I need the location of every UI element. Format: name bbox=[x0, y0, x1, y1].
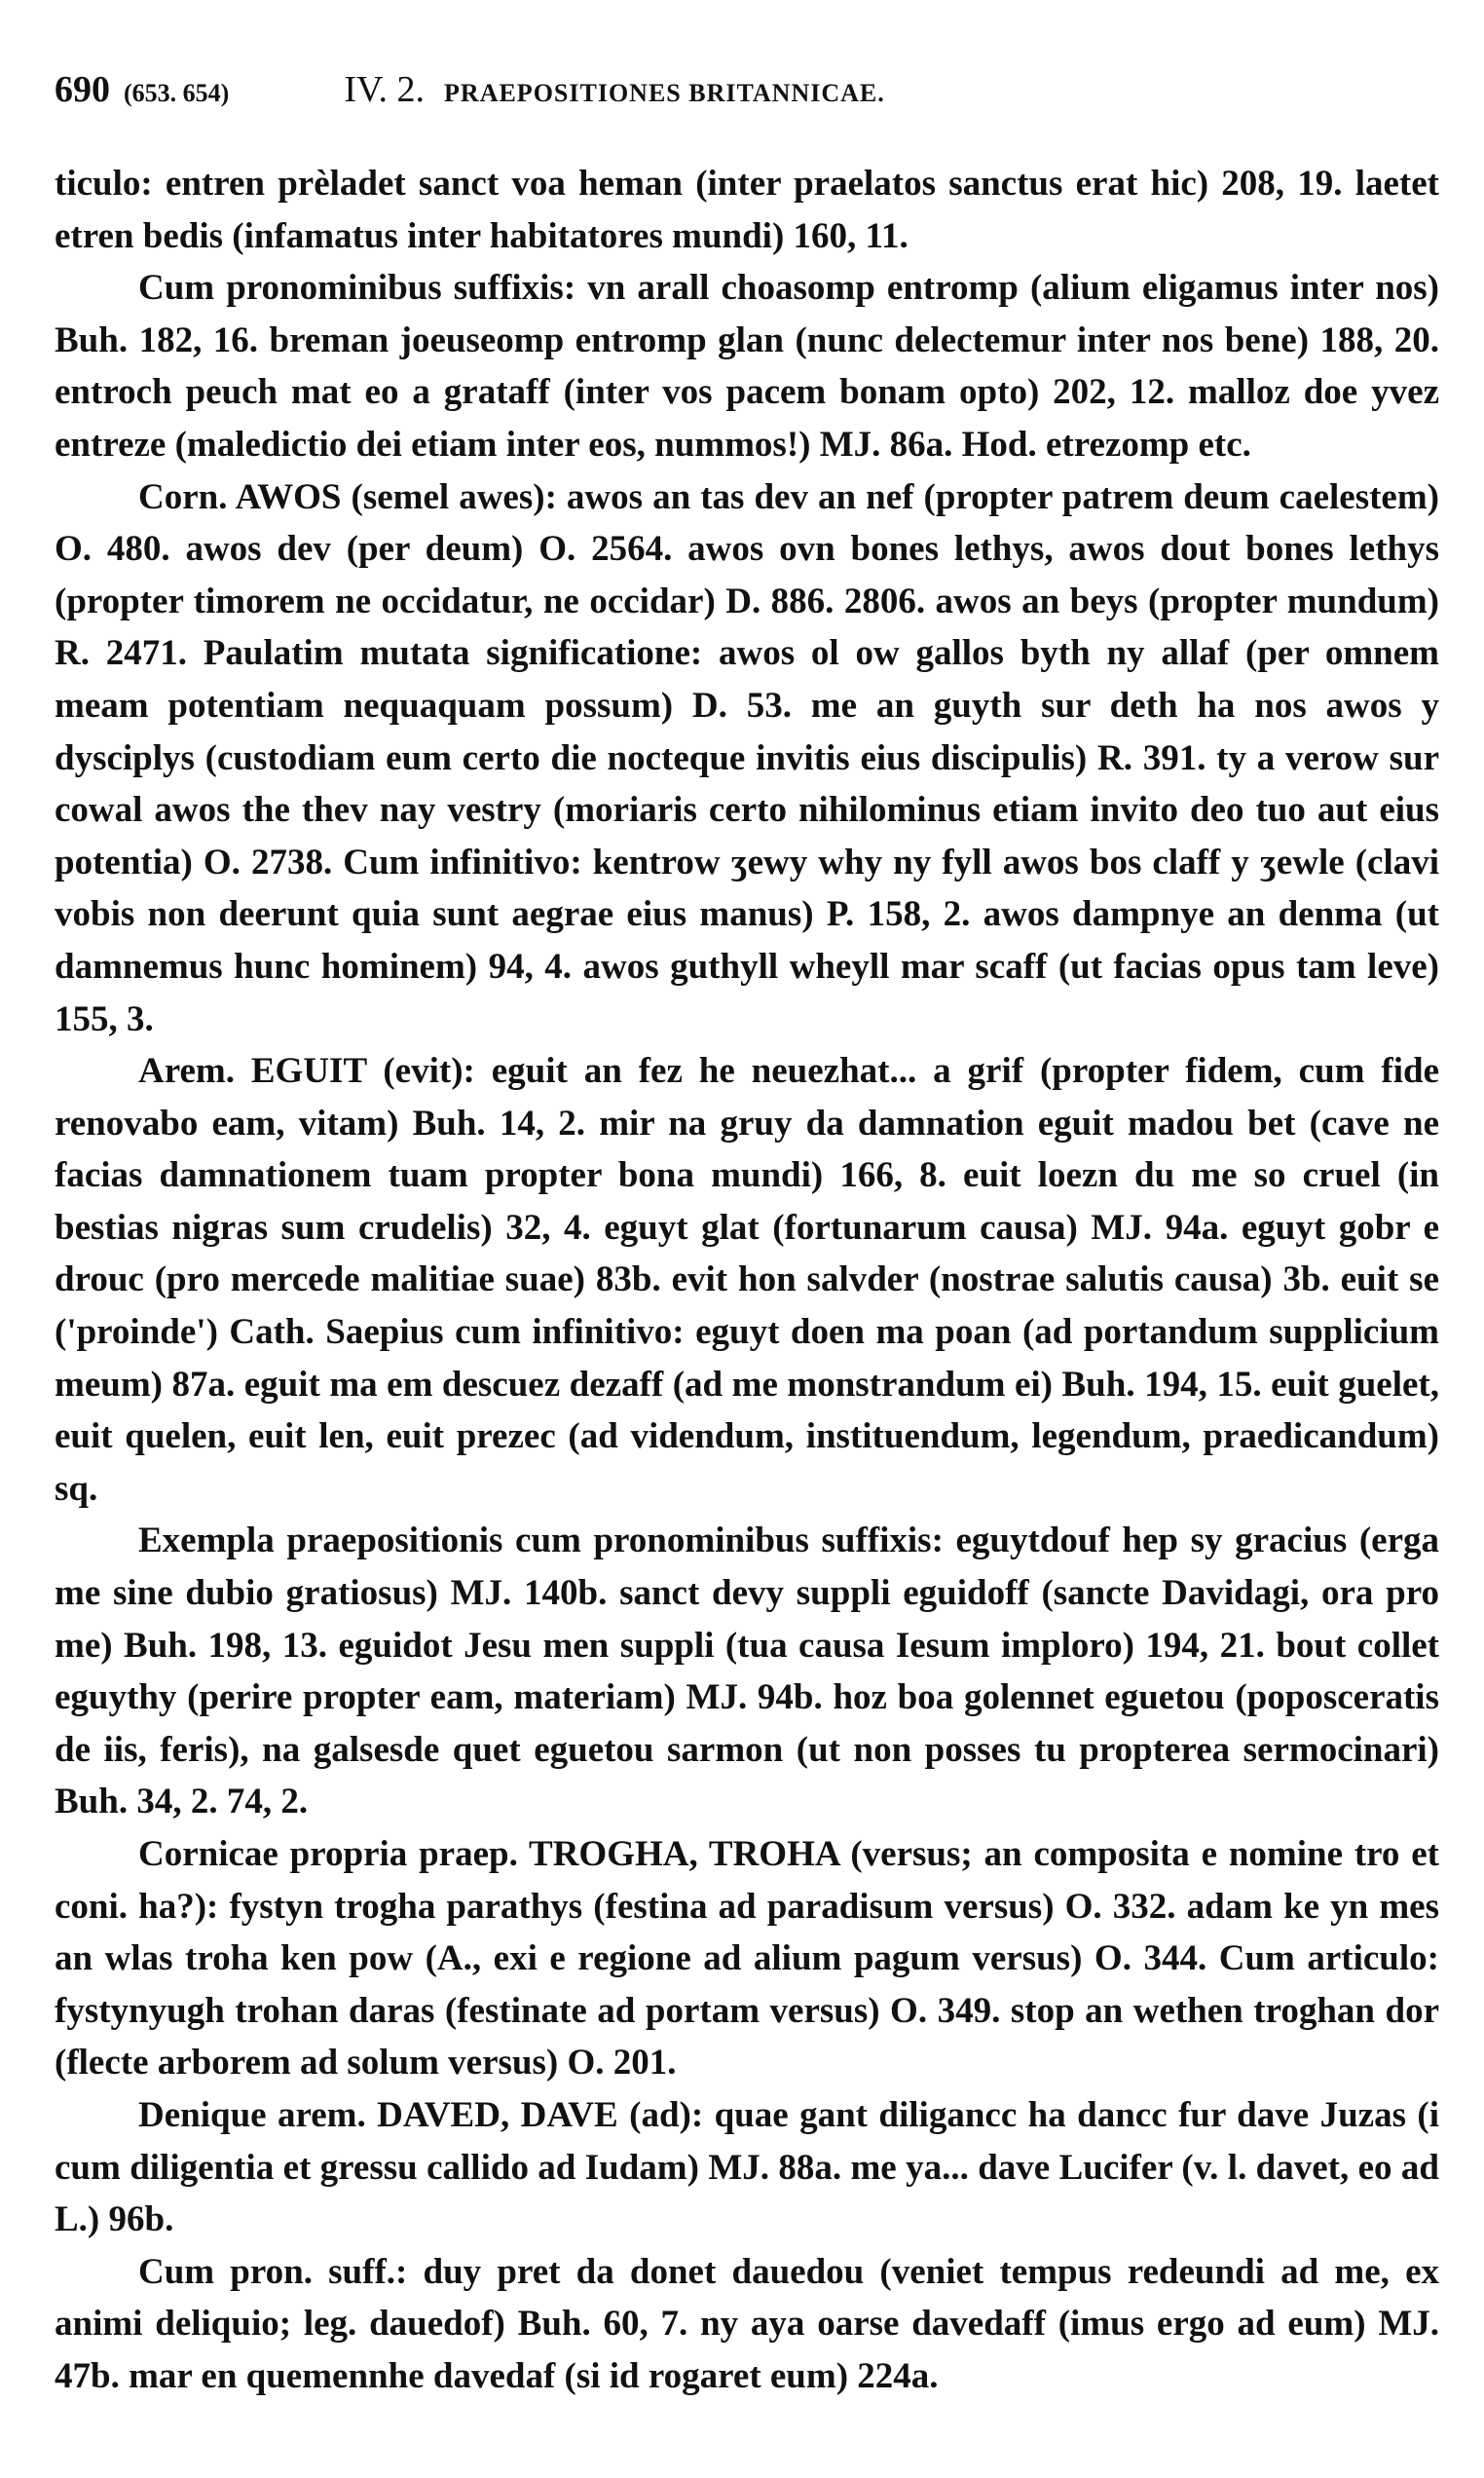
running-title: PRAEPOSITIONES BRITANNICAE. bbox=[444, 79, 885, 107]
paragraph-4: Arem. EGUIT (evit): eguit an fez he neuezhat... a grif (propter fidem, cum fide renovabo eam, vitam) Buh. 14, 2. mir na gruy da damnation eguit madou bet (cave ne facias damnationem tuam propter bona mundi) 166, 8. euit loezn du me so cruel (in bestias nigras sum crudelis) 32, 4. eguyt glat (fortunarum causa) MJ. 94a. eguyt gobr e drouc (pro mercede malitiae suae) 83b. evit hon salvder (nostrae salutis causa) 3b. euit se ('proinde') Cath. Saepius cum infinitivo: eguyt doen ma poan (ad portandum supplicium meum) 87a. eguit ma em descuez dezaff (ad me monstrandum ei) Buh. 194, 15. euit guelet, euit quelen, euit len, euit prezec (ad videndum, instituendum, legendum, praedicandum) sq. bbox=[55, 1051, 1439, 1509]
paragraph-8: Cum pron. suff.: duy pret da donet dauedou (veniet tempus redeundi ad me, ex animi deliquio; leg. dauedof) Buh. 60, 7. ny aya oarse davedaff (imus ergo ad eum) MJ. 47b. mar en quemennhe davedaf (si id rogaret eum) 224a. bbox=[55, 2251, 1439, 2396]
paragraph-5: Exempla praepositionis cum pronominibus suffixis: eguytdouf hep sy gracius (erga me sine dubio gratiosus) MJ. 140b. sanct devy suppli eguidoff (sancte Davidagi, ora pro me) Buh. 198, 13. eguidot Jesu men suppli (tua causa Iesum imploro) 194, 21. bout collet eguythy (perire propter eam, materiam) MJ. 94b. hoz boa golennet eguetou (poposceratis de iis, feris), na galsesde quet eguetou sarmon (ut non posses tu propterea sermocinari) Buh. 34, 2. 74, 2. bbox=[55, 1521, 1439, 1822]
running-header bbox=[55, 68, 1439, 111]
page-references: (653. 654) bbox=[124, 79, 230, 107]
section-number: IV. 2. bbox=[344, 69, 426, 110]
body-text bbox=[55, 158, 1439, 2403]
page-number: 690 bbox=[55, 69, 110, 110]
paragraph-3: Corn. AWOS (semel awes): awos an tas dev an nef (propter patrem deum caelestem) O. 480. awos dev (per deum) O. 2564. awos ovn bones lethys, awos dout bones lethys (propter timorem ne occidatur, ne occidar) D. 886. 2806. awos an beys (propter mundum) R. 2471. Paulatim mutata significatione: awos ol ow gallos byth ny allaf (per omnem meam potentiam nequaquam possum) D. 53. me an guyth sur deth ha nos awos y dysciplys (custodiam eum certo die nocteque invitis eius discipulis) R. 391. ty a verow sur cowal awos the thev nay vestry (moriaris certo nihilominus etiam invito deo tuo aut eius potentia) O. 2738. Cum infinitivo: kentrow ʒewy why ny fyll awos bos claff y ʒewle (clavi vobis non deerunt quia sunt aegrae eius manus) P. 158, 2. awos dampnye an denma (ut damnemus hunc hominem) 94, 4. awos guthyll wheyll mar scaff (ut facias opus tam leve) 155, 3. bbox=[55, 476, 1439, 1039]
paragraph-7: Denique arem. DAVED, DAVE (ad): quae gant diligancc ha dancc fur dave Juzas (i cum diligentia et gressu callido ad Iudam) MJ. 88a. me ya... dave Lucifer (v. l. davet, eo ad L.) 96b. bbox=[55, 2094, 1439, 2240]
paragraph-6: Cornicae propria praep. TROGHA, TROHA (versus; an composita e nomine tro et coni. ha?): fystyn trogha parathys (festina ad paradisum versus) O. 332. adam ke yn mes an wlas troha ken pow (A., exi e regione ad alium pagum versus) O. 344. Cum articulo: fystynyugh trohan daras (festinate ad portam versus) O. 349. stop an wethen troghan dor (flecte arborem ad solum versus) O. 201. bbox=[55, 1834, 1439, 2084]
paragraph-2: Cum pronominibus suffixis: vn arall choasomp entromp (alium eligamus inter nos) Buh. 182, 16. breman joeuseomp entromp glan (nunc delectemur inter nos bene) 188, 20. entroch peuch mat eo a grataff (inter vos pacem bonam opto) 202, 12. malloz doe yvez entreze (maledictio dei etiam inter eos, nummos!) MJ. 86a. Hod. etrezomp etc. bbox=[55, 268, 1439, 465]
paragraph-1: ticulo: entren prèladet sanct voa heman (inter praelatos sanctus erat hic) 208, 19. laetet etren bedis (infamatus inter habitatores mundi) 160, 11. bbox=[55, 164, 1439, 256]
